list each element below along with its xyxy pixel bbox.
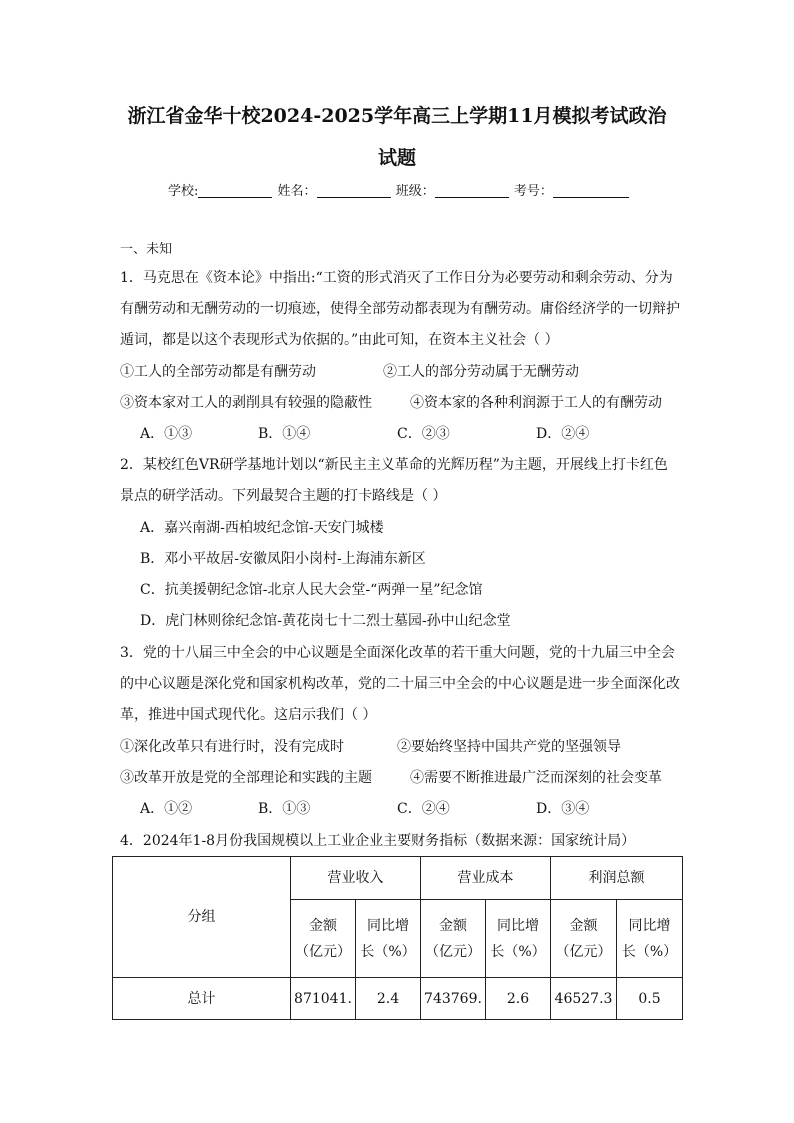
revenue-growth-header: 同比增 长（%） xyxy=(356,900,421,978)
q1-choice-a: A．①③ xyxy=(140,426,193,442)
table-row xyxy=(113,978,683,1020)
name-label: 姓名： xyxy=(277,184,317,199)
cost-amount-header: 金额 （亿元） xyxy=(421,900,486,978)
profit-header: 利润总额 xyxy=(551,857,683,900)
student-info-row xyxy=(168,180,629,199)
q1-item-2: ②工人的部分劳动属于无酬劳动 xyxy=(383,364,579,380)
q3-choice-b: B．①③ xyxy=(258,801,311,817)
q3-choice-c: C．②④ xyxy=(397,801,450,817)
q3-choice-d: D．③④ xyxy=(536,801,590,817)
q3-item-4: ④需要不断推进最广泛而深刻的社会变革 xyxy=(410,770,662,786)
table-header-row xyxy=(113,857,683,900)
financial-indicators-table xyxy=(112,856,683,1020)
revenue-header: 营业收入 xyxy=(291,857,421,900)
q3-stem-line-3: 革，推进中国式现代化。这启示我们（ ） xyxy=(120,707,377,723)
cost-header: 营业成本 xyxy=(421,857,551,900)
title-line-2: 试题 xyxy=(377,147,416,169)
school-label: 学校: xyxy=(168,184,199,199)
q1-choice-d: D．②④ xyxy=(536,426,590,442)
q4-stem-line: 4．2024年1-8月份我国规模以上工业企业主要财务指标（数据来源：国家统计局） xyxy=(120,833,636,849)
q3-stem-line-2: 的中心议题是深化党和国家机构改革，党的二十届三中全会的中心议题是进一步全面深化改 xyxy=(120,676,680,692)
q2-stem-line-1: 2．某校红色VR研学基地计划以“新民主主义革命的光辉历程”为主题，开展线上打卡红色 xyxy=(120,457,668,473)
q3-item-1: ①深化改革只有进行时，没有完成时 xyxy=(120,739,344,755)
q3-item-3: ③改革开放是党的全部理论和实践的主题 xyxy=(120,770,372,786)
class-blank xyxy=(435,183,509,198)
revenue-growth-value: 2.4 xyxy=(356,978,421,1020)
q2-choice-a: A．嘉兴南湖-西柏坡纪念馆-天安门城楼 xyxy=(140,520,384,536)
q3-item-2: ②要始终坚持中国共产党的坚强领导 xyxy=(397,739,621,755)
section-title: 一、未知 xyxy=(120,242,173,257)
exam-number-label: 考号： xyxy=(513,184,553,199)
cost-growth-value: 2.6 xyxy=(486,978,551,1020)
profit-growth-value: 0.5 xyxy=(617,978,683,1020)
exam-number-blank xyxy=(553,183,629,198)
profit-amount-header: 金额 （亿元） xyxy=(551,900,617,978)
group-header-cell: 分组 xyxy=(113,857,291,978)
name-blank xyxy=(317,183,391,198)
class-label: 班级： xyxy=(395,184,435,199)
q1-stem-line-2: 有酬劳动和无酬劳动的一切痕迹，使得全部劳动都表现为有酬劳动。庸俗经济学的一切辩护 xyxy=(120,301,680,317)
revenue-amount-header: 金额 （亿元） xyxy=(291,900,356,978)
q2-choice-d: D．虎门林则徐纪念馆-黄花岗七十二烈士墓园-孙中山纪念堂 xyxy=(140,613,511,629)
title-line-1: 浙江省金华十校2024-2025学年高三上学期11月模拟考试政治 xyxy=(127,105,667,127)
profit-amount-value: 46527.3 xyxy=(551,978,617,1020)
q1-item-3: ③资本家对工人的剥削具有较强的隐蔽性 xyxy=(120,395,372,411)
q2-stem-line-2: 景点的研学活动。下列最契合主题的打卡路线是（ ） xyxy=(120,488,447,504)
q1-stem-line-1: 1．马克思在《资本论》中指出:“工资的形式消灭了工作日分为必要劳动和剩余劳动、分为 xyxy=(120,270,673,286)
school-blank xyxy=(198,183,272,198)
profit-growth-header: 同比增 长（%） xyxy=(617,900,683,978)
q2-choice-b: B．邓小平故居-安徽凤阳小岗村-上海浦东新区 xyxy=(140,551,426,567)
q2-choice-c: C．抗美援朝纪念馆-北京人民大会堂-“两弹一星”纪念馆 xyxy=(140,582,483,598)
q1-stem-line-3: 遁词，都是以这个表现形式为依据的。”由此可知，在资本主义社会（ ） xyxy=(120,332,559,348)
total-row-label: 总计 xyxy=(113,978,291,1020)
cost-growth-header: 同比增 长（%） xyxy=(486,900,551,978)
revenue-amount-value: 871041. xyxy=(291,978,356,1020)
q1-item-1: ①工人的全部劳动都是有酬劳动 xyxy=(120,364,316,380)
q3-choice-a: A．①② xyxy=(140,801,193,817)
q1-choice-b: B．①④ xyxy=(258,426,311,442)
q3-stem-line-1: 3．党的十八届三中全会的中心议题是全面深化改革的若干重大问题，党的十九届三中全会 xyxy=(120,645,675,661)
cost-amount-value: 743769. xyxy=(421,978,486,1020)
q1-item-4: ④资本家的各种利润源于工人的有酬劳动 xyxy=(410,395,662,411)
q1-choice-c: C．②③ xyxy=(397,426,450,442)
